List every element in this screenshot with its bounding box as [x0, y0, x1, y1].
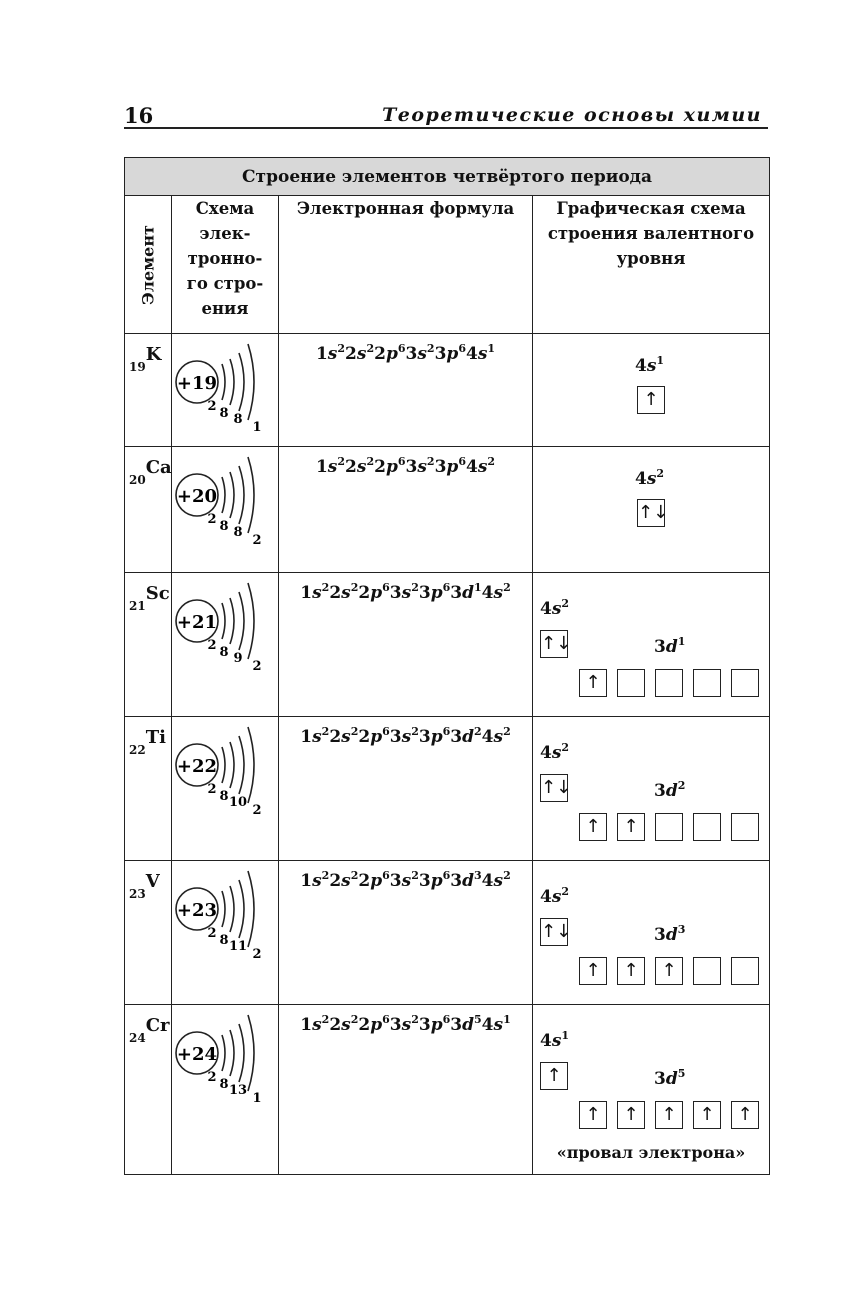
d-orbital-box: ↑ [579, 813, 607, 841]
shell-electron-count: 13 [228, 1083, 248, 1098]
atom-scheme-cell [172, 573, 279, 717]
orbital-letter: s [417, 457, 427, 477]
s-orbital-label-exp: 2 [561, 597, 570, 610]
orbital-exponent: 6 [442, 1013, 451, 1026]
orbital-exponent: 2 [321, 869, 330, 882]
element-cell [125, 334, 172, 447]
shell-electron-count: 9 [233, 651, 243, 666]
orbital-exponent: 3 [474, 869, 482, 882]
orbital-exponent: 2 [350, 581, 359, 594]
electron-shell-arc [239, 1024, 244, 1082]
electron-shell-arc [248, 583, 254, 659]
element-symbol [129, 727, 166, 757]
shell-electron-count: 2 [252, 659, 262, 674]
electron-formula-cell [279, 717, 533, 861]
electron-formula-cell [279, 334, 533, 447]
orbital-letter: s [312, 1015, 322, 1035]
d-orbital-label-exp: 2 [677, 779, 686, 792]
header-scheme [172, 196, 279, 334]
d-orbital-box [655, 669, 683, 697]
orbital-exponent: 2 [350, 869, 359, 882]
shell-electron-count: 8 [219, 933, 229, 948]
element-cell [125, 573, 172, 717]
orbital-letter: s [341, 871, 351, 891]
header-formula-label: Электронная формула [296, 199, 515, 218]
valence-scheme-cell [533, 334, 770, 447]
d-orbital-label: $3d^5$ [654, 1067, 686, 1089]
d-orbital-box: ↑ [579, 669, 607, 697]
orbital-letter: p [370, 1015, 383, 1035]
orbital-letter: p [370, 871, 383, 891]
s-orbital-box: ↑↓ [637, 499, 665, 527]
nucleus-charge: +20 [176, 486, 218, 507]
orbital-letter: s [493, 727, 504, 747]
table-row [125, 1005, 770, 1175]
electron-shell-arc [248, 1015, 254, 1091]
shell-electron-count: 8 [219, 1077, 229, 1092]
header-element [125, 196, 172, 334]
electron-shell-arc [239, 353, 244, 411]
orbital-exponent: 1 [487, 342, 496, 355]
electron-shell-arc [248, 727, 254, 803]
electron-shell-arc [222, 891, 225, 927]
d-orbital-box [731, 813, 759, 841]
shell-electron-count: 2 [252, 803, 262, 818]
element-rows [125, 334, 770, 1175]
orbital-letter: s [477, 344, 488, 364]
shell-electron-count: 2 [207, 782, 217, 797]
nucleus-charge: +21 [176, 612, 218, 633]
orbital-letter: s [401, 727, 412, 747]
s-orbital-label-letter: s [646, 356, 657, 376]
running-head: Теоретические основы химии [382, 104, 762, 126]
orbital-exponent: 2 [411, 581, 419, 594]
shell-electron-count: 2 [207, 1070, 217, 1085]
electron-shell-arc [222, 1035, 225, 1071]
shell-electron-count: 8 [219, 406, 229, 421]
shell-electron-count: 8 [233, 525, 243, 540]
d-orbital-box [693, 669, 721, 697]
d-orbital-label-letter: d [665, 925, 678, 945]
orbital-exponent: 6 [458, 342, 466, 355]
orbital-letter: s [327, 344, 338, 364]
orbital-exponent: 2 [487, 455, 496, 468]
d-orbital-box [731, 957, 759, 985]
atomic-number: 19 [129, 360, 146, 374]
orbital-exponent: 2 [350, 725, 359, 738]
orbital-letter: s [401, 1015, 412, 1035]
orbital-exponent: 5 [474, 1013, 482, 1026]
d-orbital-box: ↑ [617, 957, 645, 985]
orbital-exponent: 6 [382, 1013, 390, 1026]
orbital-exponent: 2 [321, 725, 330, 738]
orbital-letter: s [341, 583, 351, 603]
orbital-exponent: 2 [474, 725, 482, 738]
s-orbital-label: $4s^2$ [635, 467, 665, 489]
d-orbital-label: $3d^1$ [654, 635, 686, 657]
table-caption: Строение элементов четвёртого периода [125, 158, 770, 196]
atom-diagram [172, 861, 278, 971]
element-cell [125, 447, 172, 573]
shell-electron-count: 2 [207, 638, 217, 653]
element-cell [125, 861, 172, 1005]
valence-scheme-cell [533, 573, 770, 717]
d-orbital-label: $3d^3$ [654, 923, 686, 945]
orbital-exponent: 1 [474, 581, 482, 594]
orbital-exponent: 2 [366, 342, 375, 355]
orbital-letter: s [493, 1015, 504, 1035]
orbital-letter: p [370, 727, 383, 747]
orbital-exponent: 6 [397, 342, 406, 355]
atom-scheme-cell [172, 447, 279, 573]
nucleus-charge: +23 [176, 900, 218, 921]
nucleus-charge: +19 [176, 373, 218, 394]
d-orbital-box: ↑ [693, 1101, 721, 1129]
orbital-letter: d [462, 1015, 474, 1035]
d-orbital-label-exp: 1 [677, 635, 686, 648]
shell-electron-count: 8 [219, 789, 229, 804]
atom-diagram [172, 447, 278, 557]
d-orbital-box: ↑ [617, 1101, 645, 1129]
element-symbol [129, 1015, 170, 1045]
atomic-number: 24 [129, 1031, 146, 1045]
s-orbital-label-exp: 2 [561, 885, 570, 898]
electron-shell-arc [222, 747, 225, 783]
orbital-letter: s [341, 1015, 351, 1035]
orbital-letter: s [493, 871, 504, 891]
d-orbital-box: ↑ [655, 957, 683, 985]
electron-formula-cell [279, 1005, 533, 1175]
orbital-exponent: 2 [337, 455, 346, 468]
shell-electron-count: 8 [219, 519, 229, 534]
shell-electron-count: 11 [228, 939, 248, 954]
shell-electron-count: 8 [219, 645, 229, 660]
element-cell [125, 1005, 172, 1175]
s-orbital-label-letter: s [646, 469, 657, 489]
orbital-letter: p [430, 583, 443, 603]
orbital-letter: p [430, 871, 443, 891]
atom-scheme-cell [172, 1005, 279, 1175]
electron-shell-arc [239, 736, 244, 794]
valence-scheme-cell [533, 717, 770, 861]
shell-electron-count: 1 [252, 1091, 262, 1106]
orbital-exponent: 6 [397, 455, 406, 468]
orbital-exponent: 2 [411, 725, 419, 738]
d-orbital-box [693, 957, 721, 985]
s-orbital-label: $4s^2$ [540, 885, 570, 907]
header-element-label: Элемент [138, 224, 158, 305]
orbital-letter: p [370, 583, 383, 603]
orbital-letter: d [462, 727, 474, 747]
shell-electron-count: 2 [252, 533, 262, 548]
orbital-letter: s [356, 457, 367, 477]
s-orbital-label-letter: s [551, 887, 562, 907]
orbital-letter: p [446, 457, 459, 477]
atom-scheme-cell [172, 334, 279, 447]
orbital-letter: p [430, 727, 443, 747]
atomic-number: 21 [129, 599, 146, 613]
s-orbital-box: ↑↓ [540, 630, 568, 658]
s-orbital-label-letter: s [551, 743, 562, 763]
header-rule [124, 127, 768, 129]
orbital-letter: p [446, 344, 459, 364]
s-orbital-label: $4s^2$ [540, 597, 570, 619]
table-row [125, 447, 770, 573]
electron-formula-cell [279, 447, 533, 573]
elements-table [124, 157, 770, 1175]
table-row [125, 717, 770, 861]
s-orbital-label-letter: s [551, 599, 562, 619]
element-letters: Ti [145, 727, 166, 748]
atom-diagram [172, 573, 278, 683]
element-letters: Cr [145, 1015, 170, 1036]
orbital-exponent: 2 [321, 581, 330, 594]
orbital-letter: s [493, 583, 504, 603]
d-orbital-box [617, 669, 645, 697]
shell-electron-count: 2 [207, 926, 217, 941]
orbital-letter: d [462, 583, 474, 603]
element-letters: V [145, 871, 160, 892]
d-orbital-label: $3d^2$ [654, 779, 686, 801]
element-symbol [129, 344, 161, 374]
header-graphic-label: Графическая схема строения валентного уровня [547, 199, 755, 268]
orbital-letter: p [385, 344, 398, 364]
atomic-number: 22 [129, 743, 146, 757]
element-symbol [129, 457, 172, 487]
atom-scheme-cell [172, 861, 279, 1005]
shell-electron-count: 1 [252, 420, 262, 435]
s-orbital-label-exp: 2 [656, 467, 665, 480]
electron-shell-arc [230, 598, 234, 644]
electron-shell-arc [230, 1030, 234, 1076]
shell-electron-count: 2 [207, 512, 217, 527]
orbital-exponent: 2 [426, 455, 435, 468]
electron-shell-arc [230, 359, 234, 405]
electron-formula: $1s^22s^22p^63s^23p^64s^2$ [315, 455, 496, 477]
orbital-letter: s [327, 457, 338, 477]
valence-scheme-cell [533, 1005, 770, 1175]
atomic-number: 23 [129, 887, 146, 901]
electron-shell-arc [230, 472, 234, 518]
orbital-letter: s [312, 871, 322, 891]
s-orbital-label: $4s^1$ [635, 354, 665, 376]
orbital-letter: p [430, 1015, 443, 1035]
electron-shell-arc [239, 592, 244, 650]
electron-shell-arc [239, 466, 244, 524]
atom-diagram [172, 1005, 278, 1115]
orbital-exponent: 2 [321, 1013, 330, 1026]
orbital-letter: s [401, 583, 412, 603]
orbital-exponent: 2 [503, 869, 511, 882]
orbital-exponent: 2 [337, 342, 346, 355]
d-orbital-box [693, 813, 721, 841]
orbital-letter: s [417, 344, 427, 364]
electron-shell-arc [248, 871, 254, 947]
orbital-exponent: 6 [382, 581, 390, 594]
s-orbital-label: $4s^2$ [540, 741, 570, 763]
orbital-exponent: 2 [366, 455, 375, 468]
orbital-exponent: 6 [442, 869, 451, 882]
orbital-letter: s [477, 457, 488, 477]
electron-formula: $1s^22s^22p^63s^23p^63d^24s^2$ [300, 725, 511, 747]
s-orbital-box: ↑↓ [540, 774, 568, 802]
s-orbital-label-letter: s [551, 1031, 562, 1051]
d-orbital-box: ↑ [655, 1101, 683, 1129]
orbital-letter: d [462, 871, 474, 891]
d-orbital-label-letter: d [665, 1069, 678, 1089]
s-orbital-box: ↑↓ [540, 918, 568, 946]
shell-electron-count: 8 [233, 412, 243, 427]
d-orbital-box: ↑ [579, 1101, 607, 1129]
header-scheme-label: Схема элек- тронно- го стро- ения [186, 199, 264, 318]
d-orbital-label-exp: 5 [677, 1067, 686, 1080]
electron-shell-arc [248, 457, 254, 533]
d-orbital-label-letter: d [665, 637, 678, 657]
table-row [125, 573, 770, 717]
d-orbital-box: ↑ [617, 813, 645, 841]
orbital-exponent: 2 [350, 1013, 359, 1026]
header-graphic [533, 196, 770, 334]
electron-shell-arc [248, 344, 254, 420]
electron-formula: $1s^22s^22p^63s^23p^63d^34s^2$ [300, 869, 511, 891]
d-orbital-box [655, 813, 683, 841]
orbital-letter: s [356, 344, 367, 364]
d-orbital-box [731, 669, 759, 697]
d-orbital-box: ↑ [731, 1101, 759, 1129]
electron-shell-arc [222, 603, 225, 639]
s-orbital-label: $4s^1$ [540, 1029, 570, 1051]
orbital-letter: p [385, 457, 398, 477]
atom-diagram [172, 717, 278, 827]
s-orbital-label-exp: 1 [656, 354, 665, 367]
table-row [125, 861, 770, 1005]
element-letters: Sc [145, 583, 170, 604]
electron-shell-arc [239, 880, 244, 938]
nucleus-charge: +22 [176, 756, 218, 777]
electron-shell-arc [222, 364, 225, 400]
orbital-exponent: 1 [503, 1013, 511, 1026]
valence-scheme-cell [533, 447, 770, 573]
s-orbital-box: ↑ [637, 386, 665, 414]
orbital-exponent: 2 [426, 342, 435, 355]
orbital-exponent: 2 [503, 725, 511, 738]
shell-electron-count: 2 [207, 399, 217, 414]
orbital-letter: s [312, 583, 322, 603]
header-formula [279, 196, 533, 334]
orbital-exponent: 6 [442, 581, 451, 594]
d-orbital-box: ↑ [579, 957, 607, 985]
orbital-exponent: 6 [382, 725, 390, 738]
electron-dip-note: «провал электрона» [556, 1143, 746, 1162]
s-orbital-label-exp: 1 [561, 1029, 570, 1042]
d-orbital-label-letter: d [665, 781, 678, 801]
electron-formula-cell [279, 573, 533, 717]
element-cell [125, 717, 172, 861]
orbital-exponent: 2 [411, 1013, 419, 1026]
electron-formula-cell [279, 861, 533, 1005]
s-orbital-box: ↑ [540, 1062, 568, 1090]
orbital-letter: s [401, 871, 412, 891]
electron-shell-arc [222, 477, 225, 513]
d-orbital-label-exp: 3 [677, 923, 686, 936]
element-symbol [129, 871, 160, 901]
valence-scheme-cell [533, 861, 770, 1005]
shell-electron-count: 10 [228, 795, 248, 810]
element-symbol [129, 583, 170, 613]
orbital-exponent: 2 [503, 581, 511, 594]
element-letters: Ca [145, 457, 172, 478]
electron-formula: $1s^22s^22p^63s^23p^64s^1$ [315, 342, 496, 364]
s-orbital-label-exp: 2 [561, 741, 570, 754]
electron-formula: $1s^22s^22p^63s^23p^63d^54s^1$ [300, 1013, 511, 1035]
atom-diagram [172, 334, 278, 444]
nucleus-charge: +24 [176, 1044, 218, 1065]
atom-scheme-cell [172, 717, 279, 861]
page-number: 16 [124, 103, 154, 128]
orbital-exponent: 2 [411, 869, 419, 882]
electron-shell-arc [230, 886, 234, 932]
electron-shell-arc [230, 742, 234, 788]
electron-formula: $1s^22s^22p^63s^23p^63d^14s^2$ [300, 581, 511, 603]
orbital-letter: s [312, 727, 322, 747]
table-row [125, 334, 770, 447]
orbital-letter: s [341, 727, 351, 747]
orbital-exponent: 6 [442, 725, 451, 738]
shell-electron-count: 2 [252, 947, 262, 962]
orbital-exponent: 6 [458, 455, 466, 468]
element-letters: K [145, 344, 162, 365]
atomic-number: 20 [129, 473, 146, 487]
orbital-exponent: 6 [382, 869, 390, 882]
